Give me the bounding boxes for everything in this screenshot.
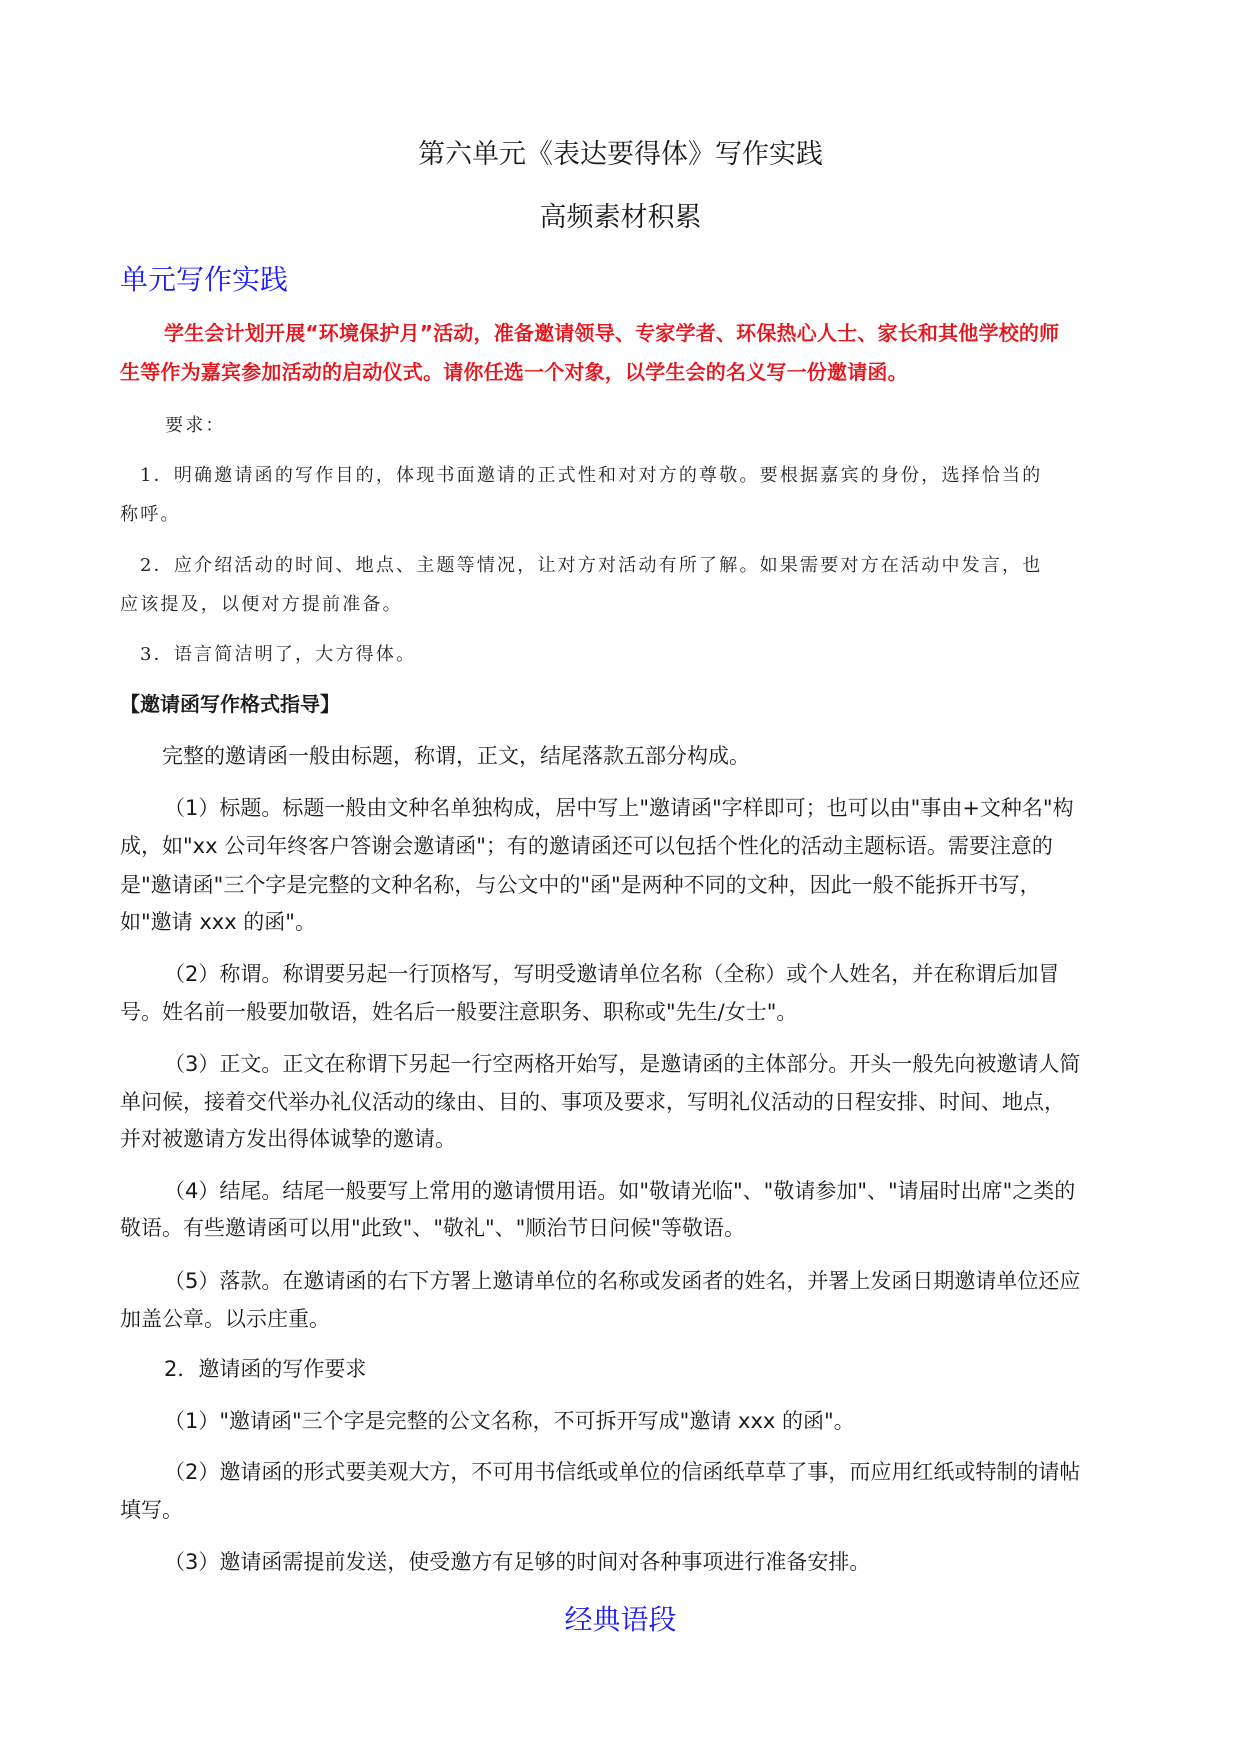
guide-line: （1）标题。标题一般由文种名单独构成，居中写上"邀请函"字样即可；也可以由"事由+文种名"构: [164, 796, 1074, 820]
guide-line: 敬语。有些邀请函可以用"此致"、"敬礼"、"顺治节日问候"等敬语。: [120, 1216, 745, 1240]
page-title: 第六单元《表达要得体》写作实践: [418, 139, 823, 170]
requirements-subheading: 2．邀请函的写作要求: [164, 1357, 367, 1381]
writing-requirement-line: （2）邀请函的形式要美观大方，不可用书信纸或单位的信函纸草草了事，而应用红纸或特制的请帖: [164, 1460, 1081, 1484]
guide-line: 号。姓名前一般要加敬语，姓名后一般要注意职务、职称或"先生/女士"。: [120, 1000, 798, 1024]
guide-line: 并对被邀请方发出得体诚挚的邀请。: [120, 1127, 456, 1151]
prompt-line: 生等作为嘉宾参加活动的启动仪式。请你任选一个对象，以学生会的名义写一份邀请函。: [120, 360, 908, 384]
requirements-label: 要求：: [165, 415, 226, 436]
writing-requirement-line: 填写。: [120, 1498, 183, 1522]
guide-line: （4）结尾。结尾一般要写上常用的邀请惯用语。如"敬请光临"、"敬请参加"、"请届时出席"之类的: [164, 1179, 1076, 1203]
requirement-line: 称呼。: [120, 504, 181, 525]
guide-intro: 完整的邀请函一般由标题，称谓，正文，结尾落款五部分构成。: [162, 744, 750, 768]
writing-requirement-line: （3）邀请函需提前发送，使受邀方有足够的时间对各种事项进行准备安排。: [164, 1550, 871, 1574]
guide-line: （3）正文。正文在称谓下另起一行空两格开始写，是邀请函的主体部分。开头一般先向被邀请人简: [164, 1052, 1081, 1076]
guide-heading: 【邀请函写作格式指导】: [120, 692, 340, 716]
page-subtitle: 高频素材积累: [539, 202, 702, 233]
section-heading-classic-passages: 经典语段: [564, 1603, 677, 1636]
requirement-line: 3．语言简洁明了，大方得体。: [140, 644, 417, 665]
guide-line: 是"邀请函"三个字是完整的文种名称，与公文中的"函"是两种不同的文种，因此一般不能拆开书写，: [120, 873, 1041, 897]
section-heading-writing-practice: 单元写作实践: [120, 263, 289, 296]
guide-line: （2）称谓。称谓要另起一行顶格写，写明受邀请单位名称（全称）或个人姓名，并在称谓后加冒: [164, 962, 1060, 986]
guide-line: （5）落款。在邀请函的右下方署上邀请单位的名称或发函者的姓名，并署上发函日期邀请单位还应: [164, 1269, 1081, 1293]
requirement-line: 1．明确邀请函的写作目的，体现书面邀请的正式性和对对方的尊敬。要根据嘉宾的身份，选择恰当的: [140, 465, 1043, 486]
guide-line: 单问候，接着交代举办礼仪活动的缘由、目的、事项及要求，写明礼仪活动的日程安排、时间、地点，: [120, 1090, 1065, 1114]
writing-requirement-line: （1）"邀请函"三个字是完整的公文名称，不可拆开写成"邀请 xxx 的函"。: [164, 1409, 855, 1433]
guide-line: 加盖公章。以示庄重。: [120, 1307, 330, 1331]
requirement-line: 2．应介绍活动的时间、地点、主题等情况，让对方对活动有所了解。如果需要对方在活动中发言，也: [140, 555, 1043, 576]
guide-line: 如"邀请 xxx 的函"。: [120, 910, 316, 934]
requirement-line: 应该提及，以便对方提前准备。: [120, 594, 403, 615]
guide-line: 成，如"xx 公司年终客户答谢会邀请函"；有的邀请函还可以包括个性化的活动主题标语。需要注意的: [120, 834, 1053, 858]
prompt-line: 学生会计划开展“环境保护月”活动，准备邀请领导、专家学者、环保热心人士、家长和其他学校的师: [164, 321, 1060, 345]
